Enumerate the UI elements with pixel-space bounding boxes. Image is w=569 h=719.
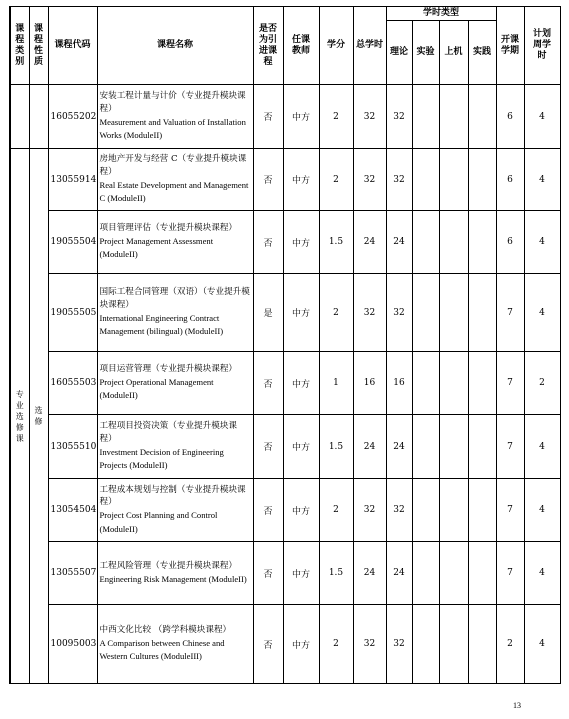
credit: 2 [319, 149, 353, 211]
header-guest [253, 7, 283, 85]
experiment-hours [412, 542, 439, 605]
header-guest-text: 是否为引进课程 [258, 23, 277, 67]
course-name-en: Project Cost Planning and Control (ModuleII) [99, 510, 218, 534]
course-name [97, 211, 253, 274]
weekly-hours: 4 [524, 605, 560, 684]
semester: 7 [496, 479, 524, 542]
table-row [10, 85, 560, 149]
course-name-cn: 工程风险管理（专业提升模块课程） [99, 560, 238, 571]
computer-hours [439, 415, 468, 479]
practice-hours [468, 415, 496, 479]
credit: 2 [319, 479, 353, 542]
experiment-hours [412, 211, 439, 274]
weekly-hours: 4 [524, 274, 560, 352]
computer-hours [439, 479, 468, 542]
weekly-hours: 4 [524, 85, 560, 149]
header-weekly-hours-text: 计划周学时 [533, 29, 552, 61]
course-name [97, 605, 253, 684]
practice-hours [468, 274, 496, 352]
computer-hours [439, 605, 468, 684]
course-name-en: Project Management Assessment (ModuleII) [99, 235, 214, 260]
header-nature [29, 7, 48, 85]
table-row [10, 352, 560, 415]
semester: 6 [496, 149, 524, 211]
experiment-hours [412, 149, 439, 211]
theory-hours: 24 [386, 211, 412, 274]
course-code: 13055507 [48, 542, 97, 605]
computer-hours [439, 85, 468, 149]
header-name: 课程名称 [97, 7, 253, 85]
teacher: 中方 [283, 274, 319, 352]
practice-hours [468, 149, 496, 211]
teacher: 中方 [283, 352, 319, 415]
weekly-hours: 4 [524, 479, 560, 542]
course-name [97, 415, 253, 479]
guest-flag: 否 [253, 211, 283, 274]
category-cell-top [10, 85, 29, 149]
theory-hours: 32 [386, 149, 412, 211]
course-code: 16055503 [48, 352, 97, 415]
semester: 7 [496, 542, 524, 605]
course-name-cn: 项目管理评估（专业提升模块课程） [99, 223, 238, 234]
computer-hours [439, 352, 468, 415]
header-hour-type: 学时类型 [386, 7, 496, 21]
course-code: 13054504 [48, 479, 97, 542]
credit: 1.5 [319, 542, 353, 605]
computer-hours [439, 149, 468, 211]
semester: 7 [496, 352, 524, 415]
semester: 7 [496, 415, 524, 479]
total-hours: 24 [353, 415, 386, 479]
course-name-en: International Engineering Contract Management (bilingual) (ModuleII) [99, 312, 224, 337]
course-name-cn: 房地产开发与经营 C（专业提升模块课程） [99, 154, 247, 177]
header-theory: 理论 [386, 21, 412, 85]
table-row [10, 415, 560, 479]
table-row [10, 479, 560, 542]
semester: 7 [496, 274, 524, 352]
guest-flag: 否 [253, 149, 283, 211]
course-name-cn: 国际工程合同管理（双语）（专业提升模块课程） [99, 287, 250, 310]
total-hours: 32 [353, 479, 386, 542]
total-hours: 32 [353, 149, 386, 211]
header-computer: 上机 [439, 21, 468, 85]
course-code: 13055510 [48, 415, 97, 479]
course-name [97, 149, 253, 211]
teacher: 中方 [283, 542, 319, 605]
credit: 1.5 [319, 415, 353, 479]
course-name-en: Real Estate Development and Management C (ModuleII) [99, 179, 249, 204]
course-name-en: Measurement and Valuation of Installation Works (ModuleII) [99, 116, 246, 141]
course-code: 19055505 [48, 274, 97, 352]
experiment-hours [412, 274, 439, 352]
computer-hours [439, 211, 468, 274]
header-category [10, 7, 29, 85]
guest-flag: 否 [253, 605, 283, 684]
page-number: 13 [513, 701, 521, 710]
experiment-hours [412, 352, 439, 415]
course-name [97, 85, 253, 149]
total-hours: 24 [353, 542, 386, 605]
practice-hours [468, 211, 496, 274]
theory-hours: 32 [386, 274, 412, 352]
total-hours: 32 [353, 85, 386, 149]
theory-hours: 32 [386, 479, 412, 542]
experiment-hours [412, 479, 439, 542]
table-row [10, 211, 560, 274]
header-experiment: 实验 [412, 21, 439, 85]
weekly-hours: 2 [524, 352, 560, 415]
header-credit: 学分 [319, 7, 353, 85]
header-total-hours: 总学时 [353, 7, 386, 85]
teacher: 中方 [283, 211, 319, 274]
theory-hours: 32 [386, 85, 412, 149]
course-name-en: Engineering Risk Management (ModuleII) [99, 573, 247, 584]
header-semester-text: 开课学期 [501, 34, 520, 56]
practice-hours [468, 542, 496, 605]
course-name [97, 352, 253, 415]
teacher: 中方 [283, 85, 319, 149]
header-category-text: 课程类别 [15, 23, 25, 67]
practice-hours [468, 85, 496, 149]
nature-cell [29, 149, 48, 684]
semester: 6 [496, 85, 524, 149]
header-practice: 实践 [468, 21, 496, 85]
weekly-hours: 4 [524, 149, 560, 211]
teacher: 中方 [283, 605, 319, 684]
course-code: 19055504 [48, 211, 97, 274]
course-name-cn: 工程成本规划与控制（专业提升模块课程） [99, 484, 246, 508]
practice-hours [468, 479, 496, 542]
teacher: 中方 [283, 479, 319, 542]
course-name [97, 479, 253, 542]
guest-flag: 否 [253, 415, 283, 479]
guest-flag: 是 [253, 274, 283, 352]
category-cell [10, 149, 29, 684]
header-code: 课程代码 [48, 7, 97, 85]
credit: 1.5 [319, 211, 353, 274]
course-name-en: Project Operational Management (ModuleII) [99, 376, 214, 401]
header-teacher-text: 任课教师 [291, 34, 310, 56]
credit: 2 [319, 274, 353, 352]
course-name-cn: 中西文化比较 （跨学科模块课程） [99, 625, 232, 636]
guest-flag: 否 [253, 542, 283, 605]
category-text: 专业选修课 [15, 389, 24, 443]
total-hours: 16 [353, 352, 386, 415]
table-row [10, 149, 560, 211]
teacher: 中方 [283, 149, 319, 211]
theory-hours: 16 [386, 352, 412, 415]
computer-hours [439, 542, 468, 605]
computer-hours [439, 274, 468, 352]
semester: 6 [496, 211, 524, 274]
header-teacher [283, 7, 319, 85]
course-code: 16055202 [48, 85, 97, 149]
experiment-hours [412, 415, 439, 479]
table-row [10, 605, 560, 684]
teacher: 中方 [283, 415, 319, 479]
credit: 2 [319, 605, 353, 684]
credit: 2 [319, 85, 353, 149]
course-name [97, 274, 253, 352]
theory-hours: 32 [386, 605, 412, 684]
weekly-hours: 4 [524, 415, 560, 479]
course-name-cn: 安装工程计量与计价（专业提升模块课程） [99, 91, 246, 114]
nature-text: 选修 [34, 406, 43, 426]
header-semester [496, 7, 524, 85]
course-name-cn: 工程项目投资决策（专业提升模块课程） [99, 421, 238, 444]
practice-hours [468, 352, 496, 415]
theory-hours: 24 [386, 415, 412, 479]
course-table [9, 6, 561, 684]
practice-hours [468, 605, 496, 684]
course-name-en: Investment Decision of Engineering Projects (ModuleII) [99, 446, 224, 471]
course-code: 10095003 [48, 605, 97, 684]
table-row [10, 274, 560, 352]
guest-flag: 否 [253, 479, 283, 542]
weekly-hours: 4 [524, 542, 560, 605]
guest-flag: 否 [253, 352, 283, 415]
course-code: 13055914 [48, 149, 97, 211]
total-hours: 32 [353, 605, 386, 684]
course-name-cn: 项目运营管理（专业提升模块课程） [99, 364, 238, 375]
nature-cell-top [29, 85, 48, 149]
course-name [97, 542, 253, 605]
theory-hours: 24 [386, 542, 412, 605]
header-weekly-hours [524, 7, 560, 85]
semester: 2 [496, 605, 524, 684]
weekly-hours: 4 [524, 211, 560, 274]
header-nature-text: 课程性质 [34, 23, 44, 67]
credit: 1 [319, 352, 353, 415]
experiment-hours [412, 605, 439, 684]
table-row [10, 542, 560, 605]
total-hours: 32 [353, 274, 386, 352]
experiment-hours [412, 85, 439, 149]
guest-flag: 否 [253, 85, 283, 149]
course-name-en: A Comparison between Chinese and Western Cultures (ModuleIII) [99, 637, 225, 662]
total-hours: 24 [353, 211, 386, 274]
